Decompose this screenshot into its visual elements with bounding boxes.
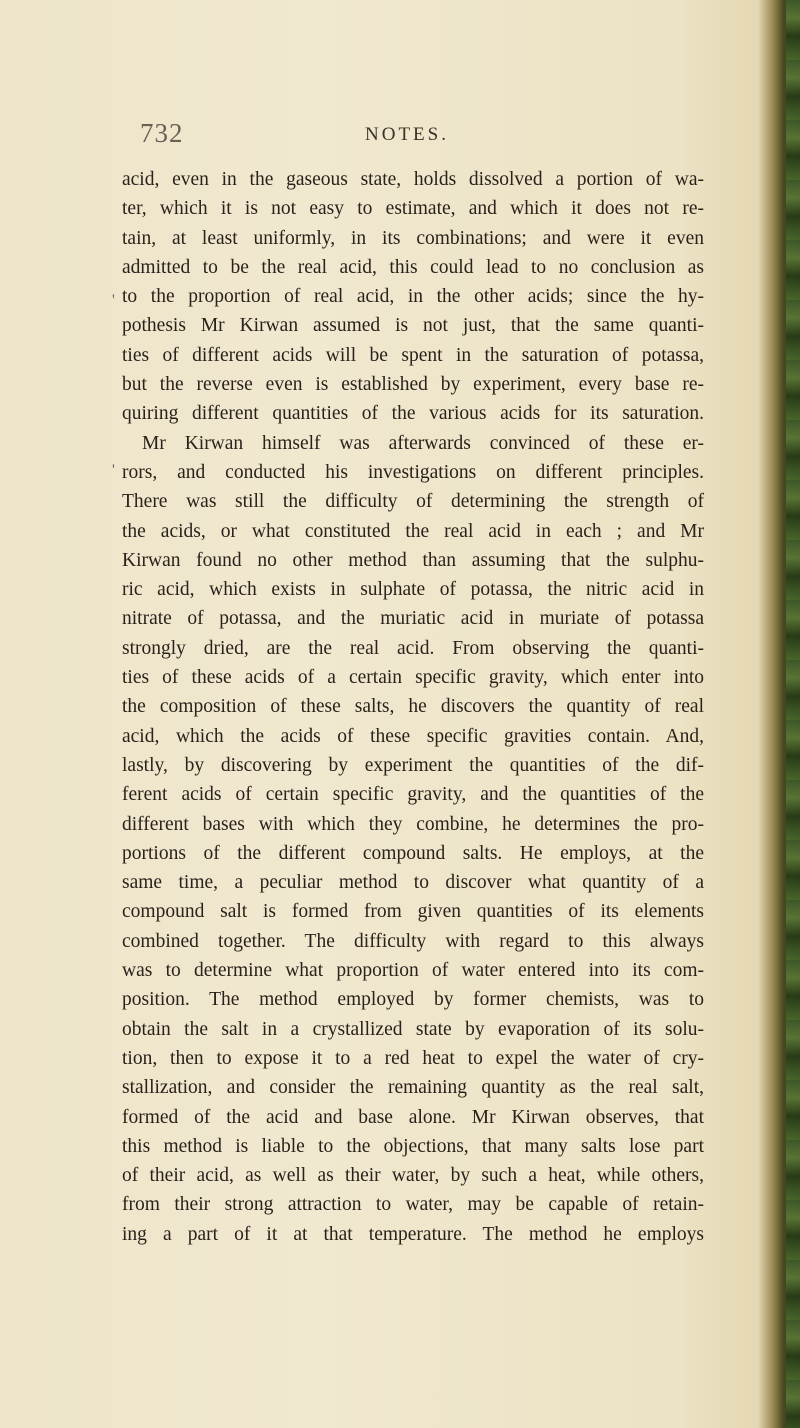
page-edge-binding [758, 0, 800, 1428]
text-line: the acids, or what constituted the real acid in each ; and Mr [122, 520, 704, 542]
section-title: NOTES. [365, 124, 449, 145]
text-line: from their strong attraction to water, may be capable of retain- [122, 1194, 704, 1216]
running-head [140, 118, 660, 158]
text-line: of their acid, as well as their water, by such a heat, while others, [122, 1165, 704, 1187]
text-line: ric acid, which exists in sulphate of potassa, the nitric acid in [122, 579, 704, 601]
text-line: ties of different acids will be spent in the saturation of potassa, [122, 344, 704, 366]
text-line: compound salt is formed from given quantities of its elements [122, 901, 704, 923]
text-line: ferent acids of certain specific gravity, and the quantities of the [122, 784, 704, 806]
text-line: combined together. The difficulty with regard to this always [122, 930, 704, 952]
text-line: obtain the salt in a crystallized state by evaporation of its solu- [122, 1018, 704, 1040]
margin-mark: ' [112, 462, 115, 479]
text-line: lastly, by discovering by experiment the quantities of the dif- [122, 754, 704, 776]
text-line: rors, and conducted his investigations on different principles. [122, 461, 704, 483]
body-text [122, 165, 704, 1249]
text-line: same time, a peculiar method to discover what quantity of a [122, 872, 704, 894]
text-line: position. The method employed by former chemists, was to [122, 989, 704, 1011]
text-line: tain, at least uniformly, in its combinations; and were it even [122, 227, 704, 249]
text-line: formed of the acid and base alone. Mr Kirwan observes, that [122, 1106, 704, 1128]
text-line: this method is liable to the objections, that many salts lose part [122, 1135, 704, 1157]
text-line: quiring different quantities of the various acids for its saturation. [122, 403, 704, 425]
text-line: but the reverse even is established by experiment, every base re- [122, 374, 704, 396]
text-line: the composition of these salts, he discovers the quantity of real [122, 696, 704, 718]
text-line: to the proportion of real acid, in the other acids; since the hy- [122, 286, 704, 308]
text-line: tion, then to expose it to a red heat to expel the water of cry- [122, 1047, 704, 1069]
page-number: 732 [140, 118, 184, 148]
text-line: ties of these acids of a certain specific gravity, which enter into [122, 667, 704, 689]
text-line: Mr Kirwan himself was afterwards convinced of these er- [142, 432, 704, 454]
text-line: Kirwan found no other method than assuming that the sulphu- [122, 549, 704, 571]
text-line: different bases with which they combine, he determines the pro- [122, 813, 704, 835]
text-line: strongly dried, are the real acid. From observing the quanti- [122, 637, 704, 659]
text-line: portions of the different compound salts. He employs, at the [122, 842, 704, 864]
text-line: ter, which it is not easy to estimate, and which it does not re- [122, 198, 704, 220]
text-line: acid, even in the gaseous state, holds dissolved a portion of wa- [122, 169, 704, 190]
text-line: admitted to be the real acid, this could lead to no conclusion as [122, 256, 704, 278]
text-line: acid, which the acids of these specific gravities contain. And, [122, 725, 704, 747]
text-line: was to determine what proportion of water entered into its com- [122, 960, 704, 982]
text-line: There was still the difficulty of determining the strength of [122, 491, 704, 513]
text-line: nitrate of potassa, and the muriatic acid in muriate of potassa [122, 608, 704, 630]
text-line: ing a part of it at that temperature. The method he employs [122, 1223, 704, 1245]
text-line: stallization, and consider the remaining quantity as the real salt, [122, 1077, 704, 1099]
margin-mark: ' [112, 292, 115, 309]
text-line: pothesis Mr Kirwan assumed is not just, that the same quanti- [122, 315, 704, 337]
